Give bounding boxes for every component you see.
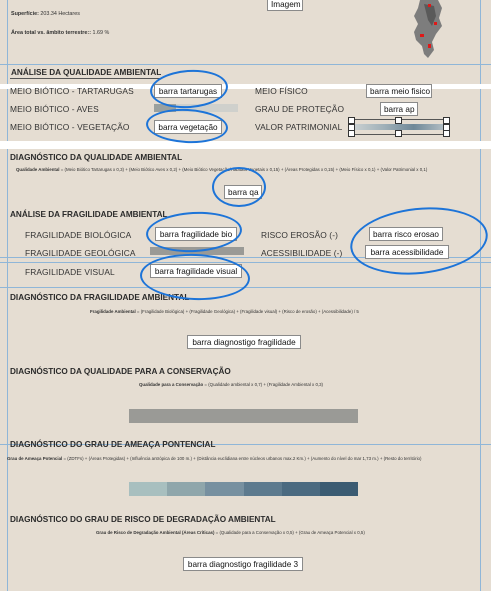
bar-vegetacao-button[interactable]: barra vegetação xyxy=(154,120,222,134)
threat-scale-segment xyxy=(320,482,358,496)
ratio-value: 1.69 % xyxy=(92,30,110,36)
resize-handle[interactable] xyxy=(348,130,355,137)
formula-conservation-text: = (Qualidade ambiental x 0,7) + (Fragilidade Ambiental x 0,3) xyxy=(203,382,324,387)
section-title-fragility: ANÁLISE DA FRAGILIDADE AMBIENTAL xyxy=(10,210,168,219)
annotation-circle xyxy=(145,107,229,145)
formula-risk-text: = (Qualidade para a Conservação x 0,5) + (Grau de Ameaça Potencial x 0,5) xyxy=(214,530,365,535)
formula-conservation xyxy=(139,382,323,387)
section-title-diag-quality: DIAGNÓSTICO DA QUALIDADE AMBIENTAL xyxy=(10,153,183,162)
bar-diagnostigo-fragilidade-button[interactable]: barra diagnostigo fragilidade xyxy=(187,335,301,349)
bar-tartarugas-button[interactable]: barra tartarugas xyxy=(154,84,222,98)
threat-scale-segment xyxy=(205,482,243,496)
label-meio-fisico: MEIO FÍSICO xyxy=(255,86,308,96)
bar-qa-button[interactable]: barra qa xyxy=(224,185,262,199)
area-label: Superfície: xyxy=(11,11,39,17)
resize-handle[interactable] xyxy=(348,124,355,131)
formula-threat-bold: Grau de Ameaça Potencial xyxy=(7,456,63,461)
formula-risk-bold: Grau de Risco de Degradação Ambiental (Áreas Críticas) xyxy=(96,530,215,535)
white-band xyxy=(0,141,491,149)
title-underline xyxy=(10,78,160,79)
resize-handle[interactable] xyxy=(395,130,402,137)
label-grau-protecao: GRAU DE PROTEÇÃO xyxy=(255,104,345,114)
bar-fragilidade-bio-button[interactable]: barra fragilidade bio xyxy=(155,227,237,241)
resize-handle[interactable] xyxy=(395,117,402,124)
bar-risco-erosao-button[interactable]: barra risco erosao xyxy=(369,227,443,241)
bar-meio-fisico-button[interactable]: barra meio fisico xyxy=(366,84,432,98)
label-acessibilidade: ACESSIBILIDADE (-) xyxy=(261,248,343,258)
section-title-quality: ANÁLISE DA QUALIDADE AMBIENTAL xyxy=(11,68,162,77)
formula-threat xyxy=(7,456,482,461)
threat-scale-segment xyxy=(167,482,205,496)
image-button[interactable]: Imagem xyxy=(267,0,303,11)
resize-handle[interactable] xyxy=(443,117,450,124)
bar-ap-button[interactable]: barra ap xyxy=(380,102,418,116)
formula-fragility-bold: Fragilidade Ambiental xyxy=(90,309,136,314)
formula-conservation-bold: Qualidade para a Conservação xyxy=(139,382,204,387)
threat-scale-segment xyxy=(129,482,167,496)
section-title-diag-fragility: DIAGNÓSTICO DA FRAGILIDADE AMBIENTAL xyxy=(10,293,190,302)
annotation-circle xyxy=(212,167,266,207)
label-tartarugas: MEIO BIÓTICO - TARTARUGAS xyxy=(10,86,134,96)
area-value: 203.34 Hectares xyxy=(40,11,80,17)
formula-risk xyxy=(96,530,365,535)
formula-threat-text: = (ZDTFs) + (Áreas Protegidas) + (Influência antrópica de 100 m.) + (Distância euclidiana entre núcleos urbanos max.2 Km.) + (Aumento do nível do mar 1,73 m.) + (Resto do território) xyxy=(62,456,422,461)
threat-scale-segment xyxy=(244,482,282,496)
label-risco-erosao: RISCO EROSÃO (-) xyxy=(261,230,338,240)
bar-valor-patrimonial[interactable] xyxy=(350,119,448,135)
formula-fragility xyxy=(90,309,359,314)
formula-fragility-text: = (Fragilidade Biológica) + (Fragilidade Geológica) + (Fragilidade visual) + (Risco de erosão) + (Acessibilidade) / 5 xyxy=(135,309,359,314)
label-aves: MEIO BIÓTICO - AVES xyxy=(10,104,99,114)
formula-quality-bold: Qualidade Ambiental xyxy=(16,167,60,172)
map-thumbnail xyxy=(398,0,446,62)
annotation-circle xyxy=(347,201,491,281)
threat-scale-segment xyxy=(282,482,320,496)
threat-scale-bar xyxy=(129,482,358,496)
label-fragilidade-geologica: FRAGILIDADE GEOLÓGICA xyxy=(25,248,136,258)
section-title-diag-conservation: DIAGNÓSTICO DA QUALIDADE PARA A CONSERVAÇÃO xyxy=(10,367,231,376)
guide-line xyxy=(0,64,491,65)
section-title-diag-risk: DIAGNÓSTICO DO GRAU DE RISCO DE DEGRADAÇÃO AMBIENTAL xyxy=(10,515,276,524)
bar-fragilidade-visual-button[interactable]: barra fragilidade visual xyxy=(150,264,242,278)
label-fragilidade-biologica: FRAGILIDADE BIOLÓGICA xyxy=(25,230,132,240)
area-line xyxy=(11,11,80,17)
resize-handle[interactable] xyxy=(348,117,355,124)
bar-conservation xyxy=(129,409,358,423)
ratio-label: Área total vs. âmbito terrestre:: xyxy=(11,30,91,36)
bar-acessibilidade-button[interactable]: barra acessibilidade xyxy=(365,245,449,259)
section-title-diag-threat: DIAGNÓSTICO DO GRAU DE AMEAÇA PONTENCIAL xyxy=(10,440,216,449)
label-fragilidade-visual: FRAGILIDADE VISUAL xyxy=(25,267,115,277)
bar-diagnostigo-fragilidade-3-button[interactable]: barra diagnostigo fragilidade 3 xyxy=(183,557,303,571)
formula-quality-text: = (Meio Biótico Tartarugas x 0,3) + (Meio Biótico Aves x 0,2) + (Meio Biótico Vegetação/Habitats Vegetais x 0,15) + (Áreas Protegidas x 0,15) + (Meio Físico x 0,1) + (Valor Patrimonial x 0,1) xyxy=(59,167,428,172)
resize-handle[interactable] xyxy=(443,124,450,131)
label-valor-patrimonial: VALOR PATRIMONIAL xyxy=(255,122,343,132)
label-vegetacao: MEIO BIÓTICO - VEGETAÇÃO xyxy=(10,122,130,132)
ratio-line xyxy=(11,30,109,36)
resize-handle[interactable] xyxy=(443,130,450,137)
